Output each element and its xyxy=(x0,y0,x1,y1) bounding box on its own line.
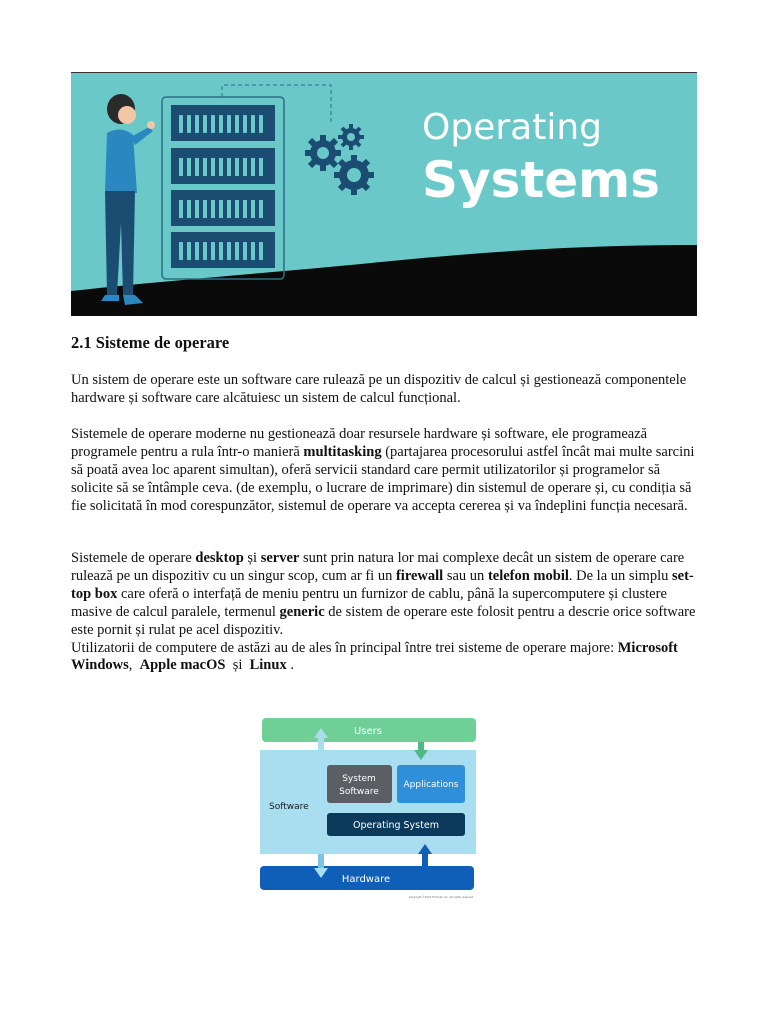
system-software-label-1: System xyxy=(342,774,376,784)
text-span: , xyxy=(128,657,140,674)
text-span: (partajarea procesorului astfel încât mai multe sarcini să poată avea loc aparent simultan), oferă servicii standard care permit utilizatorilor și programelor să solicite să se întâmple ceva. (de exemplu, o lucrare de imprimare) din sistemul de operare și, cu condiția să fie solicitată în mod corespunzător, sistemul de operare va accepta cererea și va îndeplini funcția necesară. xyxy=(71,443,695,514)
text-span: sunt prin natura lor mai complexe decât un sistem de operare care rulează pe un dispozitiv cu un singur scop, cum ar fi un xyxy=(71,550,685,584)
bold-term-apple-macos: Apple macOS xyxy=(139,657,226,674)
text-span: Sistemele de operare xyxy=(71,550,196,566)
paragraph-definition: Un sistem de operare este un software care rulează pe un dispozitiv de calcul și gestionează componentele hardware și software care alcătuiesc un sistem de calcul funcțional. xyxy=(71,372,687,406)
bold-term-firewall: firewall xyxy=(395,567,444,584)
bold-term-telefon-mobil: telefon mobil xyxy=(487,567,569,584)
text-span: și xyxy=(243,550,261,566)
operating-system-label: Operating System xyxy=(353,820,439,831)
paragraph-os-types xyxy=(71,550,697,675)
operating-systems-banner xyxy=(71,72,697,316)
hardware-label: Hardware xyxy=(341,874,391,885)
text-span: care oferă o interfață de meniu pentru un furnizor de cablu, până la supercomputere și clustere masive de calcul paralele, termenul xyxy=(71,585,667,620)
bold-term-desktop: desktop xyxy=(195,550,244,566)
bold-term-multitasking: multitasking xyxy=(303,443,382,460)
os-layers-svg xyxy=(258,716,476,900)
bold-term-server: server xyxy=(260,550,300,566)
bold-term-microsoft-windows: Microsoft Windows xyxy=(71,639,678,674)
section-heading: 2.1 Sisteme de operare xyxy=(71,333,230,352)
text-span: . xyxy=(286,657,294,674)
diagram-copyright: Copyright ©2023 Fortinet, Inc. All rights reserved. xyxy=(408,896,474,899)
system-software-label-2: Software xyxy=(339,787,379,797)
bold-term-linux: Linux xyxy=(249,657,287,674)
applications-label: Applications xyxy=(403,780,459,790)
banner-illustration xyxy=(71,73,697,316)
text-span: . De la un simplu xyxy=(568,567,672,584)
text-span: de sistem de operare este folosit pentru a descrie orice software este pornit și rulat pe acel dispozitiv. xyxy=(71,603,696,638)
users-label: Users xyxy=(353,726,383,737)
text-span: și xyxy=(225,657,250,674)
system-software-box xyxy=(327,765,392,803)
text-span: sau un xyxy=(443,567,488,584)
software-label: Software xyxy=(269,802,309,812)
bold-term-set-top-box: set-top box xyxy=(71,567,694,602)
text-span: Utilizatorii de computere de astăzi au de ales în principal între trei sisteme de operare majore: xyxy=(71,639,618,656)
text-span: Sistemele de operare moderne nu gestionează doar resursele hardware și software, ele programează programele pentru a rula într-o manieră xyxy=(71,426,648,460)
os-layers-diagram xyxy=(258,716,476,900)
banner-title-line1: Operating xyxy=(422,107,602,148)
paragraph-modern-os xyxy=(71,426,697,516)
bold-term-generic: generic xyxy=(279,603,325,620)
banner-title-line2: Systems xyxy=(422,151,661,209)
